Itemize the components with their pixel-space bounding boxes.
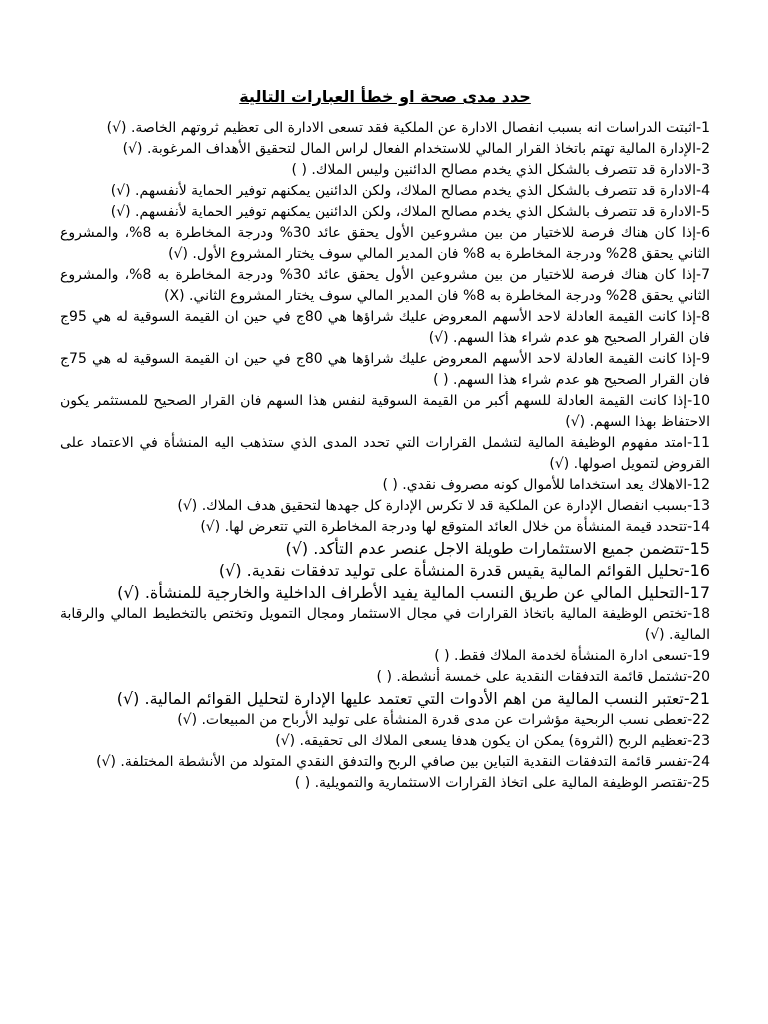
statement-number: 25- xyxy=(687,775,710,791)
statement-number: 13- xyxy=(687,498,710,514)
statement-9 xyxy=(60,349,710,391)
statement-text: تعظيم الربح (الثروة) يمكن ان يكون هدفا يسعى الملاك الى تحقيقه. (√) xyxy=(275,733,688,749)
statement-text: تتحدد قيمة المنشأة من خلال العائد المتوقع لها ودرجة المخاطرة التي تتعرض لها. (√) xyxy=(200,519,688,535)
statement-text: الإدارة المالية تهتم باتخاذ القرار المالي للاستخدام الفعال لراس المال لتحقيق الأهداف المرغوبة. (√) xyxy=(122,141,697,157)
statement-number: 17- xyxy=(683,583,710,602)
statement-3 xyxy=(60,160,710,181)
statement-number: 14- xyxy=(687,519,710,535)
statement-10 xyxy=(60,391,710,433)
statement-23 xyxy=(60,731,710,752)
statement-20 xyxy=(60,667,710,688)
statement-number: 11- xyxy=(687,435,710,451)
statement-text: التحليل المالي عن طريق النسب المالية يفيد الأطراف الداخلية والخارجية للمنشأة. (√) xyxy=(117,583,684,602)
statement-13 xyxy=(60,496,710,517)
statement-text: تفسر قائمة التدفقات النقدية التباين بين صافي الربح والتدفق النقدي المتولد من الأنشطة المختلفة. (√) xyxy=(96,754,688,770)
statement-number: 16- xyxy=(683,561,710,580)
statement-5 xyxy=(60,202,710,223)
statement-text: تتضمن جميع الاستثمارات طويلة الاجل عنصر عدم التأكد. (√) xyxy=(285,539,684,558)
statement-text: بسبب انفصال الإدارة عن الملكية قد لا تكرس الإدارة كل جهدها لتحقيق هدف الملاك. (√) xyxy=(177,498,688,514)
statement-text: تختص الوظيفة المالية باتخاذ القرارات في مجال الاستثمار ومجال التمويل وتختص بالتخطيط المالي والرقابة المالية. (√) xyxy=(60,606,710,643)
statement-text: إذا كانت القيمة العادلة لاحد الأسهم المعروض عليك شراؤها هي 80ج في حين ان القيمة السوقية له هي 95ج فان القرار الصحيح هو عدم شراء هذا السهم. (√) xyxy=(60,309,710,346)
statement-12 xyxy=(60,475,710,496)
statement-text: تعتبر النسب المالية من اهم الأدوات التي تعتمد عليها الإدارة لتحليل القوائم المالية. (√) xyxy=(116,689,684,708)
statement-7 xyxy=(60,265,710,307)
statement-22 xyxy=(60,710,710,731)
statement-number: 19- xyxy=(687,648,710,664)
statement-text: الادارة قد تتصرف بالشكل الذي يخدم مصالح الدائنين وليس الملاك. ( ) xyxy=(291,162,697,178)
statement-number: 2- xyxy=(696,141,710,157)
statement-25 xyxy=(60,773,710,794)
statement-text: إذا كانت القيمة العادلة لاحد الأسهم المعروض عليك شراؤها هي 80ج في حين ان القيمة السوقية له هي 75ج فان القرار الصحيح هو عدم شراء هذا السهم. ( ) xyxy=(60,351,710,388)
statement-text: تسعى ادارة المنشأة لخدمة الملاك فقط. ( ) xyxy=(434,648,688,664)
statement-number: 18- xyxy=(687,606,710,622)
statement-number: 23- xyxy=(687,733,710,749)
statement-text: إذا كان هناك فرصة للاختيار من بين مشروعين الأول يحقق عائد 30% ودرجة المخاطرة به 8%، والمشروع الثاني يحقق 28% ودرجة المخاطرة به 8% فان المدير المالي سوف يختار المشروع الثاني. (X) xyxy=(60,267,710,304)
statement-list xyxy=(60,118,710,794)
statement-text: الادارة قد تتصرف بالشكل الذي يخدم مصالح الملاك، ولكن الدائنين يمكنهم توفير الحماية لأنفسهم. (√) xyxy=(110,204,697,220)
statement-17 xyxy=(60,582,710,604)
statement-21 xyxy=(60,688,710,710)
statement-text: تعطى نسب الربحية مؤشرات عن مدى قدرة المنشأة على توليد الأرباح من المبيعات. (√) xyxy=(177,712,688,728)
statement-8 xyxy=(60,307,710,349)
statement-number: 3- xyxy=(696,162,710,178)
statement-text: تقتصر الوظيفة المالية على اتخاذ القرارات الاستثمارية والتمويلية. ( ) xyxy=(294,775,688,791)
statement-text: اثبتت الدراسات انه بسبب انفصال الادارة عن الملكية فقد تسعى الادارة الى تعظيم ثروتهم الخاصة. (√) xyxy=(106,120,697,136)
statement-18 xyxy=(60,604,710,646)
statement-1 xyxy=(60,118,710,139)
statement-text: إذا كانت القيمة العادلة للسهم أكبر من القيمة السوقية لنفس هذا السهم فان القرار الصحيح للمستثمر يكون الاحتفاظ بهذا السهم. (√) xyxy=(60,393,710,430)
statement-text: إذا كان هناك فرصة للاختيار من بين مشروعين الأول يحقق عائد 30% ودرجة المخاطرة به 8%، والمشروع الثاني يحقق 28% ودرجة المخاطرة به 8% فان المدير المالي سوف يختار المشروع الأول. (√) xyxy=(60,225,710,262)
statement-text: تحليل القوائم المالية يقيس قدرة المنشأة على توليد تدفقات نقدية. (√) xyxy=(218,561,684,580)
statement-number: 20- xyxy=(687,669,710,685)
statement-14 xyxy=(60,517,710,538)
statement-6 xyxy=(60,223,710,265)
statement-16 xyxy=(60,560,710,582)
statement-number: 6- xyxy=(696,225,711,241)
statement-number: 15- xyxy=(683,539,710,558)
statement-number: 21- xyxy=(683,689,710,708)
statement-number: 22- xyxy=(687,712,710,728)
page-title: حدد مدى صحة او خطأ العبارات التالية xyxy=(239,87,531,106)
statement-number: 8- xyxy=(696,309,710,325)
statement-number: 1- xyxy=(696,120,710,136)
statement-number: 10- xyxy=(687,393,710,409)
statement-number: 7- xyxy=(696,267,711,283)
statement-11 xyxy=(60,433,710,475)
statement-4 xyxy=(60,181,710,202)
statement-2 xyxy=(60,139,710,160)
statement-24 xyxy=(60,752,710,773)
statement-15 xyxy=(60,538,710,560)
statement-text: الادارة قد تتصرف بالشكل الذي يخدم مصالح الملاك، ولكن الدائنين يمكنهم توفير الحماية لأنفسهم. (√) xyxy=(110,183,697,199)
statement-number: 24- xyxy=(687,754,710,770)
statement-19 xyxy=(60,646,710,667)
statement-text: امتد مفهوم الوظيفة المالية لتشمل القرارات التي تحدد المدى الذي ستذهب اليه المنشأة في الاعتماد على القروض لتمويل اصولها. (√) xyxy=(60,435,710,472)
statement-number: 4- xyxy=(696,183,710,199)
statement-text: تشتمل قائمة التدفقات النقدية على خمسة أنشطة. ( ) xyxy=(376,669,688,685)
statement-text: الاهلاك يعد استخداما للأموال كونه مصروف نقدي. ( ) xyxy=(382,477,688,493)
statement-number: 12- xyxy=(687,477,710,493)
statement-number: 9- xyxy=(696,351,710,367)
statement-number: 5- xyxy=(696,204,710,220)
